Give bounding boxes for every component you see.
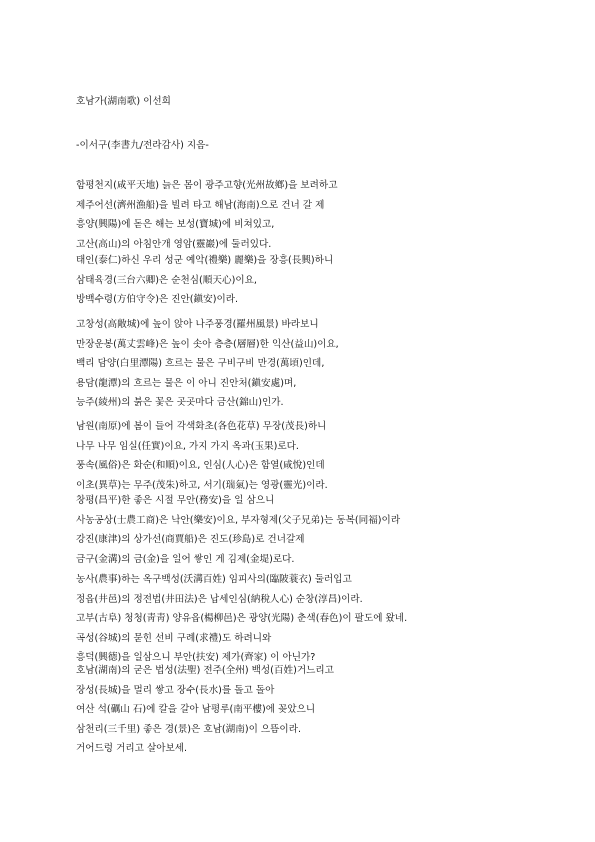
verse-line: 농사(農事)하는 옥구백성(沃溝百姓) 임피사의(臨陂蓑衣) 둘러입고 bbox=[76, 574, 352, 585]
verse-line: 이초(異草)는 무주(茂朱)하고, 서기(瑞氣)는 영광(靈光)이라. bbox=[76, 479, 328, 491]
verse-line: 여산 석(礪山 石)에 칼을 갈아 남평루(南平樓)에 꽂았으니 bbox=[76, 704, 316, 715]
verse-line: 장성(長城)을 멀리 쌓고 장수(長水)를 돌고 돌아 bbox=[76, 684, 275, 696]
verse-line: 사농공상(士農工商)은 낙안(樂安)이요, 부자형제(父子兄弟)는 동복(同福)이라 bbox=[76, 514, 401, 526]
stanza-4 bbox=[76, 417, 328, 495]
verse-line: 정읍(井邑)의 정전법(井田法)은 납세인심(納稅人心) 순창(淳昌)이라. bbox=[76, 593, 363, 605]
stanza-7 bbox=[76, 661, 334, 759]
song-title: 호남가(湖南歌) 이선희 bbox=[76, 96, 171, 107]
verse-line: 풍속(風俗)은 화순(和順)이요, 인심(人心)은 함열(咸悅)인데 bbox=[76, 460, 325, 471]
verse-line: 태인(泰仁)하신 우리 성군 예악(禮樂) 麗樂)을 장흥(長興)하니 bbox=[76, 255, 334, 266]
verse-line: 백리 담양(白里潭陽) 흐르는 물은 구비구비 만경(萬頃)인데, bbox=[76, 358, 325, 369]
verse-line: 거어드렁 거리고 살아보세. bbox=[76, 743, 188, 754]
verse-line: 만장운봉(萬丈雲峰)은 높이 솟아 층층(層層)한 익산(益山)이요, bbox=[76, 338, 339, 350]
verse-line: 제주어선(濟州漁船)을 빌려 타고 해남(海南)으로 건너 갈 제 bbox=[76, 199, 325, 211]
verse-line: 남원(南原)에 봄이 들어 각색화초(各色花草) 무장(茂長)하니 bbox=[76, 421, 327, 432]
stanza-2 bbox=[76, 251, 333, 310]
verse-line: 삼천리(三千里) 좋은 경(景)은 호남(湖南)이 으뜸이라. bbox=[76, 723, 302, 735]
verse-line: 방백수령(方伯守令)은 진안(鎭安)이라. bbox=[76, 294, 239, 305]
verse-line: 곡성(谷城)의 묻힌 선비 구례(求禮)도 하려니와 bbox=[76, 632, 272, 644]
verse-line: 삼태육경(三台六卿)은 순천심(順天心)이요, bbox=[76, 274, 257, 286]
verse-line: 창평(昌平)한 좋은 시절 무안(務安)을 일 삼으니 bbox=[76, 495, 275, 506]
verse-line: 고산(高山)의 아침안개 영암(靈巖)에 둘러있다. bbox=[76, 238, 272, 250]
verse-line: 나무 나무 임실(任實)이요, 가지 가지 옥과(玉果)로다. bbox=[76, 440, 299, 452]
stanza-5 bbox=[76, 491, 400, 569]
verse-line: 용담(龍潭)의 흐르는 물은 이 아니 진안처(鎭安處)며, bbox=[76, 377, 297, 389]
author-line: -이서구(李書九/전라감사) 지음- bbox=[76, 140, 209, 151]
stanza-6 bbox=[76, 570, 407, 668]
verse-line: 금구(金溝)의 금(金)을 일어 쌓인 게 김제(金堤)로다. bbox=[76, 553, 295, 565]
verse-line: 강진(康津)의 상가선(商賈船)은 진도(珍島)로 건너갈제 bbox=[76, 534, 305, 545]
verse-line: 흥덕(興德)을 일삼으니 부안(扶安) 제가(齊家) 이 아닌가? bbox=[76, 652, 316, 663]
verse-line: 고창성(高敞城)에 높이 앉아 나주풍경(羅州風景) 바라보니 bbox=[76, 319, 319, 330]
stanza-1 bbox=[76, 176, 337, 254]
stanza-3 bbox=[76, 315, 339, 413]
verse-line: 호남(湖南)의 굳은 법성(法聖) 전주(全州) 백성(百姓)거느리고 bbox=[76, 665, 334, 676]
verse-line: 함평천지(咸平天地) 늙은 몸이 광주고향(光州故鄕)을 보려하고 bbox=[76, 180, 338, 191]
verse-line: 흥양(興陽)에 돋은 해는 보성(寶城)에 비쳐있고, bbox=[76, 219, 275, 230]
verse-line: 능주(綾州)의 붉은 꽃은 곳곳마다 금산(錦山)인가. bbox=[76, 397, 284, 408]
verse-line: 고부(古阜) 청청(靑靑) 양유읍(楊柳邑)은 광양(光陽) 춘색(春色)이 팔도에 왔네. bbox=[76, 613, 408, 624]
